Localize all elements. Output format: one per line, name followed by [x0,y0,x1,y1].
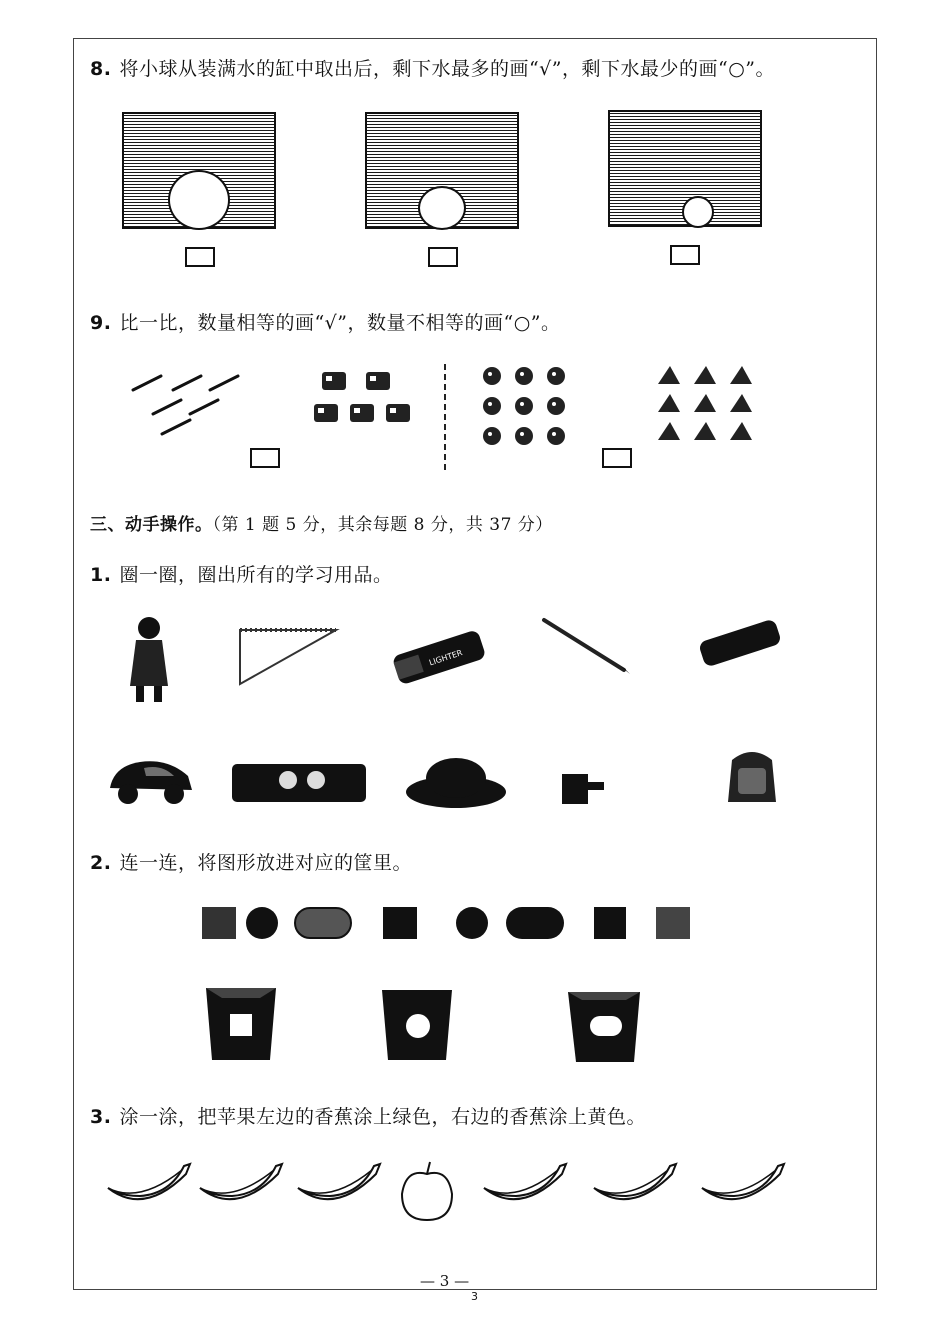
question-number: 8. [90,58,112,80]
eraser-image[interactable] [696,614,784,672]
answer-box-tank-1[interactable] [185,247,215,267]
square-shape-1[interactable] [202,907,236,939]
lighter-label: LIGHTER [427,648,464,668]
basket-circle[interactable] [380,988,454,1064]
banana-6[interactable] [698,1160,788,1218]
lighter-image[interactable] [388,628,492,686]
ball-medium [418,186,466,230]
dashed-divider [444,364,446,470]
banana-4[interactable] [480,1160,570,1218]
question-9 [90,308,561,335]
santas-group [654,362,759,444]
backpack-image[interactable] [722,746,784,806]
water-tank-2 [365,112,519,229]
page-number-small: 3 [471,1290,478,1303]
basket-square[interactable] [204,984,278,1064]
water-tank-1 [122,112,276,229]
answer-box-9b[interactable] [602,448,632,468]
task-2 [90,848,412,875]
section-title: 三、动手操作。 [90,515,213,535]
square-shape-2[interactable] [383,907,417,939]
section-3-heading [90,510,553,535]
pencil-box-image[interactable] [228,758,370,806]
question-8 [90,54,775,81]
task-text: 连一连，将图形放进对应的筐里。 [119,852,412,874]
task-number: 2. [90,852,112,874]
sharpener-image[interactable] [556,770,614,804]
pencil-image[interactable] [540,616,632,676]
answer-box-9a[interactable] [250,448,280,468]
toy-car-image[interactable] [104,752,196,808]
doll-image[interactable] [126,614,172,706]
circle-shape-1[interactable] [246,907,278,939]
monkeys-group [480,364,575,452]
banana-1[interactable] [104,1160,194,1218]
question-number: 9. [90,312,112,334]
question-text: 比一比，数量相等的画“√”，数量不相等的画“○”。 [119,312,561,334]
banana-2[interactable] [196,1160,286,1218]
square-shape-3[interactable] [594,907,626,939]
basket-oval[interactable] [566,988,642,1066]
section-score-note: （第 1 题 5 分，其余每题 8 分，共 37 分） [212,515,553,535]
task-text: 圈一圈，圈出所有的学习用品。 [119,564,393,586]
ball-large [168,170,230,230]
oval-shape-2[interactable] [506,907,564,939]
task-number: 3. [90,1106,112,1128]
task-3 [90,1102,646,1129]
hat-image[interactable] [404,752,508,810]
ruler-set-image[interactable] [236,626,342,688]
oval-shape-1[interactable] [294,907,352,939]
task-1 [90,560,392,587]
pencil-cases-group [312,370,417,430]
square-shape-4[interactable] [656,907,690,939]
page-number: — 3 — [420,1272,470,1290]
water-tank-3 [608,110,762,227]
circle-shape-2[interactable] [456,907,488,939]
question-text: 将小球从装满水的缸中取出后，剩下水最多的画“√”，剩下水最少的画“○”。 [119,58,775,80]
apple[interactable] [398,1160,456,1224]
answer-box-tank-2[interactable] [428,247,458,267]
banana-3[interactable] [294,1160,384,1218]
ball-small [682,196,714,228]
answer-box-tank-3[interactable] [670,245,700,265]
banana-5[interactable] [590,1160,680,1218]
task-number: 1. [90,564,112,586]
pencils-group [128,368,243,438]
task-text: 涂一涂，把苹果左边的香蕉涂上绿色，右边的香蕉涂上黄色。 [119,1106,646,1128]
